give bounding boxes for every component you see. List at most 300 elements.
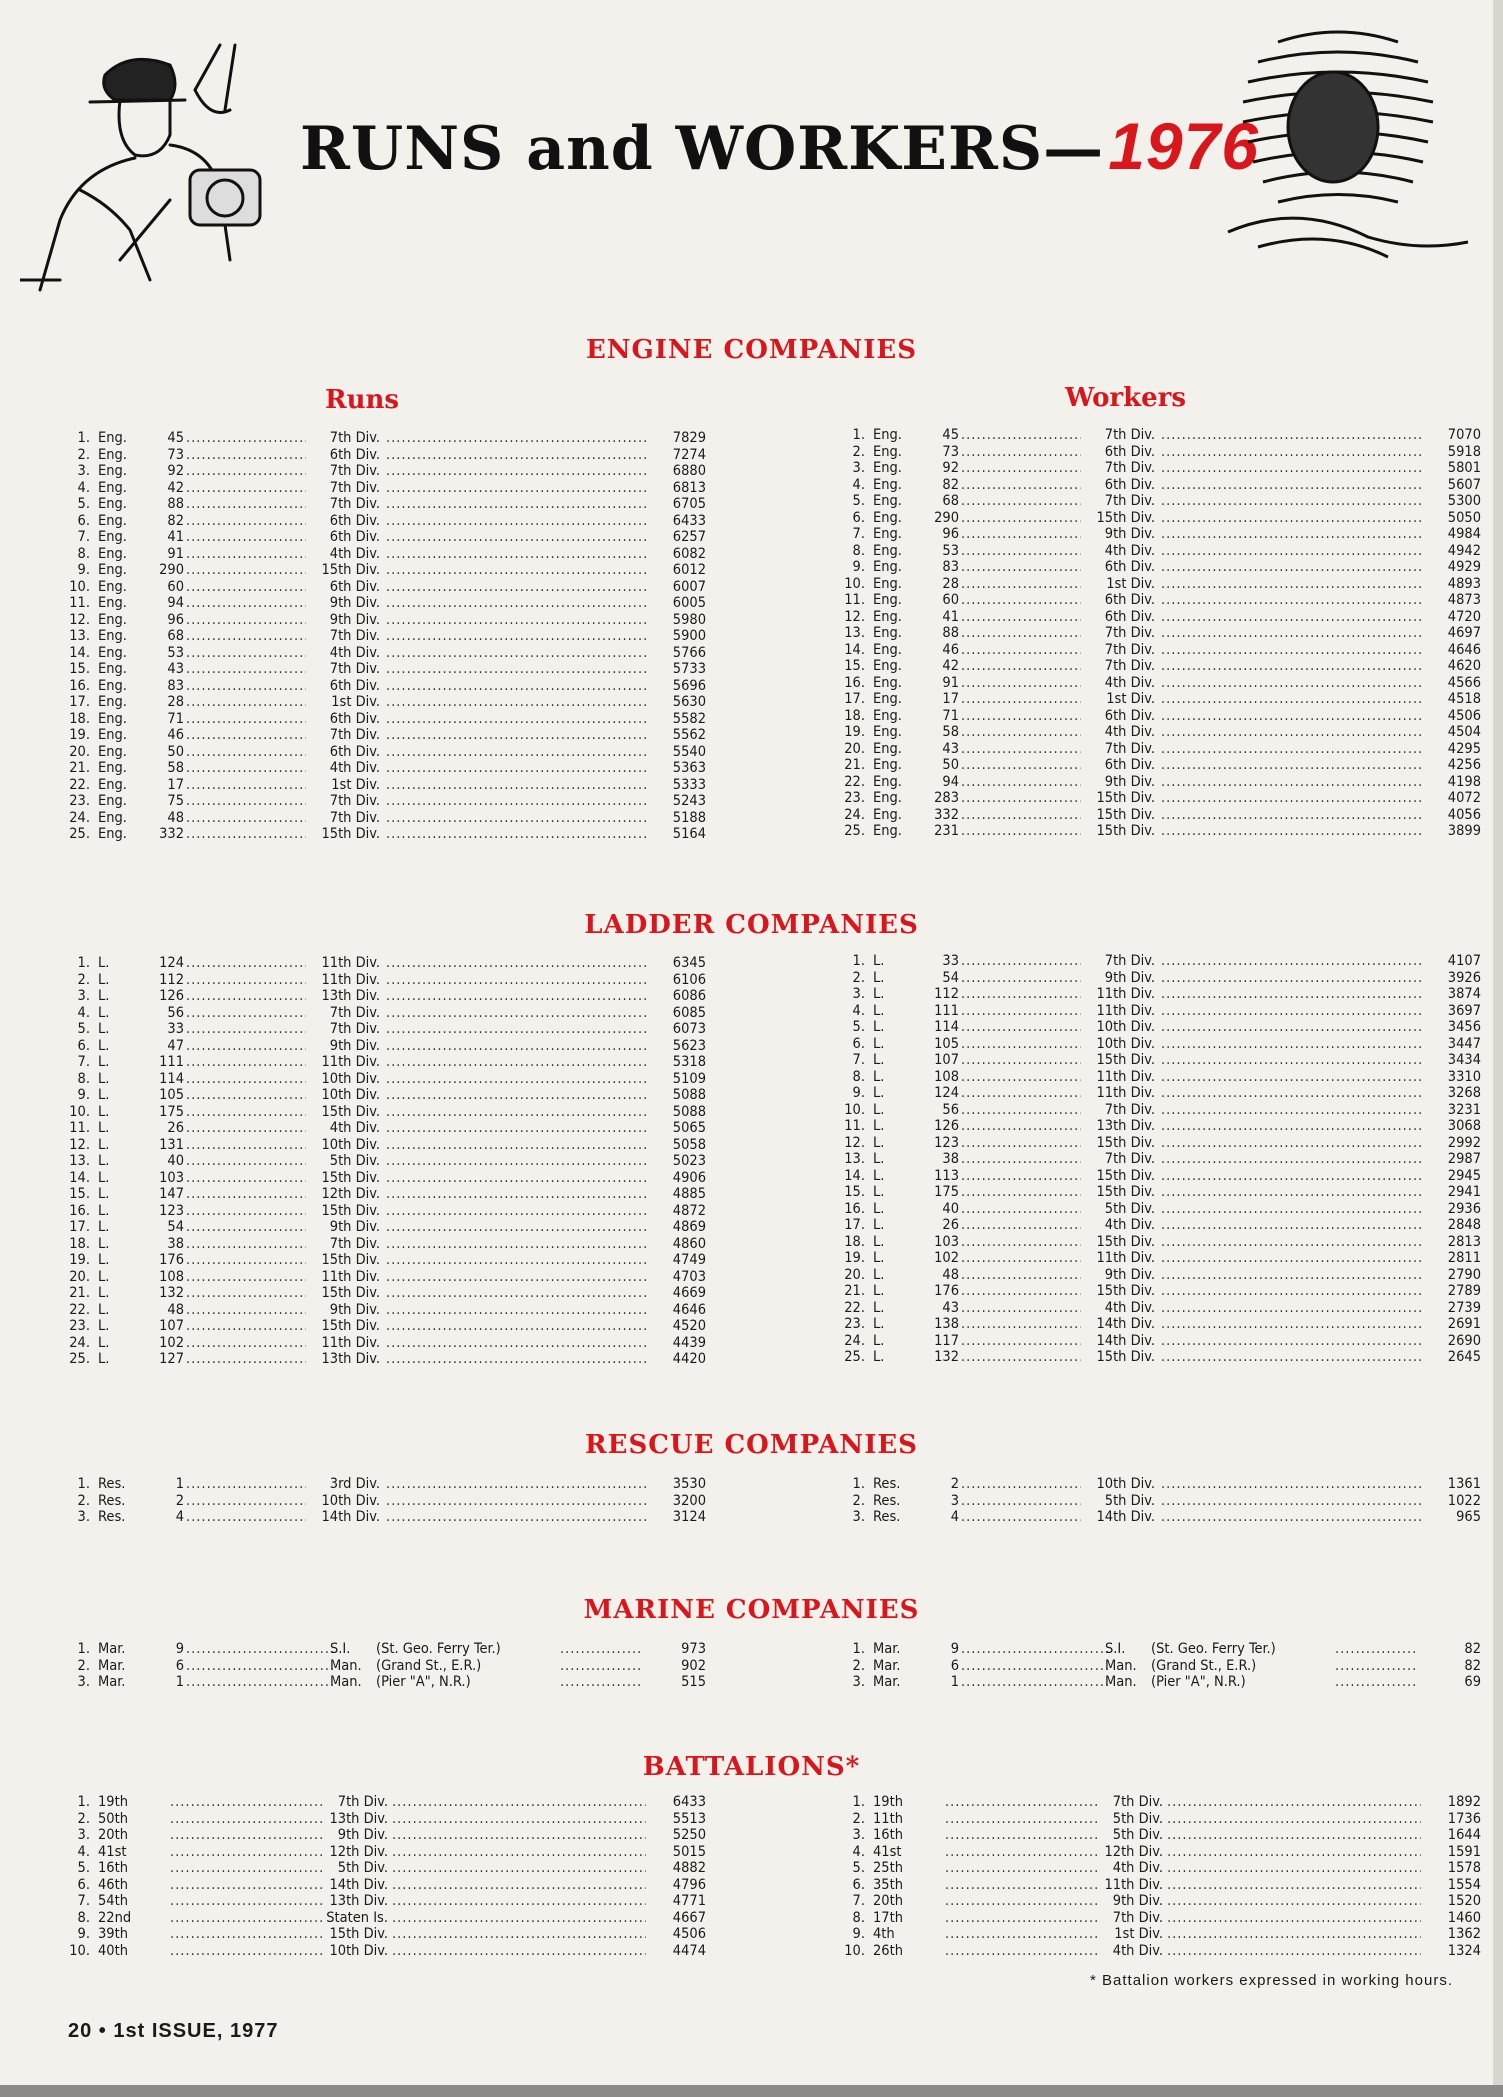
count-value: 5980	[672, 611, 706, 628]
table-row	[835, 1876, 1481, 1894]
rank: 17.	[844, 1217, 865, 1233]
battalion-number: 11th	[873, 1810, 903, 1827]
leader-dots	[386, 727, 646, 744]
unit-type: L.	[873, 1233, 885, 1250]
division: 6th Div.	[1104, 707, 1155, 724]
leader-dots	[961, 953, 1081, 970]
division: 7th Div.	[1104, 427, 1155, 443]
leader-dots	[386, 562, 646, 579]
leader-dots	[386, 988, 646, 1005]
borough: S.I.	[1105, 1641, 1126, 1657]
unit-number: 82	[167, 512, 184, 529]
division: 6th Div.	[1104, 559, 1155, 575]
rank: 14.	[69, 644, 90, 661]
table-row	[835, 427, 1481, 444]
leader-dots	[1161, 675, 1421, 692]
count-value: 1736	[1447, 1810, 1481, 1827]
unit-number: 33	[167, 1021, 184, 1037]
leader-dots	[1161, 741, 1421, 758]
unit-number: 26	[167, 1120, 184, 1136]
division: 13th Div.	[329, 1893, 388, 1909]
leader-dots	[961, 526, 1081, 543]
leader-dots	[945, 1893, 1100, 1910]
leader-dots	[186, 1104, 306, 1121]
table-row	[60, 727, 706, 744]
leader-dots	[392, 1811, 646, 1828]
rank: 25.	[844, 823, 865, 839]
leader-dots	[1161, 493, 1421, 510]
division: 15th Div.	[1096, 823, 1155, 839]
count-value: 69	[1464, 1674, 1481, 1690]
leader-dots	[386, 447, 646, 464]
table-row	[60, 529, 706, 546]
leader-dots	[1167, 1910, 1421, 1927]
unit-number: 147	[159, 1186, 184, 1202]
leader-dots	[386, 1054, 646, 1071]
leader-dots	[1161, 1085, 1421, 1102]
battalion-number: 50th	[98, 1810, 128, 1827]
leader-dots	[961, 1135, 1081, 1152]
rank: 10.	[844, 1942, 865, 1959]
rank: 8.	[77, 1909, 90, 1926]
leader-dots	[560, 1674, 640, 1691]
count-value: 1892	[1447, 1794, 1481, 1810]
table-row	[60, 1351, 706, 1368]
table-row	[835, 1657, 1481, 1675]
rank: 7.	[77, 1893, 90, 1909]
unit-type: Eng.	[873, 542, 902, 559]
division: 9th Div.	[329, 1301, 380, 1318]
leader-dots	[1161, 757, 1421, 774]
table-row	[835, 1827, 1481, 1844]
unit-number: 43	[942, 1299, 959, 1316]
leader-dots	[1161, 559, 1421, 576]
division: 14th Div.	[1096, 1332, 1155, 1349]
leader-dots	[1161, 609, 1421, 626]
borough: S.I.	[330, 1641, 351, 1657]
leader-dots	[186, 1493, 306, 1510]
unit-type: L.	[873, 1068, 885, 1085]
unit-type: Eng.	[98, 826, 127, 842]
division: 15th Div.	[321, 1202, 380, 1219]
leader-dots	[386, 955, 646, 972]
division: 15th Div.	[321, 1103, 380, 1120]
leader-dots	[1167, 1860, 1421, 1877]
battalions-section-title: BATTALIONS*	[642, 1752, 861, 1782]
division: 10th Div.	[1096, 1476, 1155, 1492]
table-row	[60, 1004, 706, 1022]
division: 4th Div.	[1104, 1217, 1155, 1233]
unit-number: 47	[167, 1037, 184, 1054]
leader-dots	[186, 1087, 306, 1104]
table-row	[835, 1200, 1481, 1218]
count-value: 4506	[672, 1926, 706, 1942]
rank: 11.	[69, 1120, 90, 1136]
unit-type: Eng.	[98, 545, 127, 562]
count-value: 6082	[672, 545, 706, 562]
leader-dots	[1167, 1794, 1421, 1811]
count-value: 5015	[672, 1843, 706, 1860]
division: 4th Div.	[329, 760, 380, 776]
division: 6th Div.	[1104, 443, 1155, 460]
rank: 2.	[852, 1657, 865, 1674]
unit-type: Res.	[98, 1509, 126, 1525]
runs-label: Runs	[325, 385, 400, 415]
rank: 23.	[844, 790, 865, 806]
unit-type: Eng.	[98, 809, 127, 826]
unit-number: 40	[942, 1200, 959, 1217]
unit-type: L.	[873, 1184, 885, 1200]
leader-dots	[961, 1493, 1081, 1510]
division: 5th Div.	[1104, 1492, 1155, 1509]
count-value: 5733	[672, 661, 706, 677]
division: 9th Div.	[1104, 969, 1155, 986]
rank: 4.	[77, 1004, 90, 1021]
leader-dots	[961, 691, 1081, 708]
division: 6th Div.	[329, 677, 380, 694]
count-value: 2813	[1447, 1233, 1481, 1250]
unit-type: Eng.	[98, 430, 127, 446]
unit-number: 60	[942, 592, 959, 608]
unit-type: Res.	[98, 1492, 126, 1509]
unit-type: Eng.	[873, 509, 902, 526]
division: 10th Div.	[329, 1942, 388, 1959]
location: (Grand St., E.R.)	[1151, 1657, 1257, 1674]
division: 11th Div.	[1096, 1250, 1155, 1266]
leader-dots	[386, 1318, 646, 1335]
unit-number: 126	[159, 988, 184, 1004]
rank: 6.	[77, 512, 90, 529]
rank: 23.	[69, 793, 90, 809]
count-value: 4520	[672, 1318, 706, 1334]
division: 11th Div.	[1096, 986, 1155, 1002]
count-value: 5065	[672, 1120, 706, 1136]
division: 7th Div.	[1104, 658, 1155, 674]
rank: 1.	[77, 955, 90, 971]
unit-type: Mar.	[98, 1674, 126, 1690]
division: 7th Div.	[329, 1004, 380, 1021]
count-value: 6012	[672, 562, 706, 578]
unit-number: 94	[167, 595, 184, 611]
division: 6th Div.	[1104, 476, 1155, 493]
unit-number: 92	[942, 460, 959, 476]
unit-type: L.	[98, 1334, 110, 1351]
unit-type: L.	[98, 988, 110, 1004]
table-row	[835, 1509, 1481, 1526]
unit-number: 114	[159, 1070, 184, 1087]
count-value: 2941	[1447, 1184, 1481, 1200]
rank: 22.	[69, 1301, 90, 1318]
division: 13th Div.	[321, 1351, 380, 1367]
division: 3rd Div.	[329, 1476, 380, 1492]
table-row	[60, 1827, 706, 1844]
count-value: 6433	[672, 512, 706, 529]
rank: 17.	[69, 1219, 90, 1235]
division: 12th Div.	[1104, 1843, 1163, 1860]
count-value: 5023	[672, 1153, 706, 1169]
table-row	[835, 1068, 1481, 1086]
rank: 1.	[77, 1476, 90, 1492]
table-row	[835, 1641, 1481, 1658]
unit-number: 103	[159, 1169, 184, 1186]
table-row	[60, 1509, 706, 1526]
division: 9th Div.	[329, 595, 380, 611]
leader-dots	[961, 1250, 1081, 1267]
count-value: 3899	[1447, 823, 1481, 839]
rank: 18.	[69, 1235, 90, 1252]
leader-dots	[945, 1827, 1100, 1844]
leader-dots	[386, 1071, 646, 1088]
unit-type: Eng.	[873, 476, 902, 493]
battalion-number: 19th	[98, 1794, 128, 1810]
unit-number: 94	[942, 773, 959, 790]
unit-type: Eng.	[98, 694, 127, 710]
leader-dots	[170, 1860, 325, 1877]
table-row	[835, 1860, 1481, 1877]
count-value: 4984	[1447, 526, 1481, 542]
rank: 19.	[69, 1252, 90, 1268]
count-value: 1324	[1447, 1942, 1481, 1959]
leader-dots	[1161, 1003, 1421, 1020]
leader-dots	[961, 625, 1081, 642]
unit-type: L.	[873, 1349, 885, 1365]
division: 7th Div.	[337, 1794, 388, 1810]
leader-dots	[386, 1335, 646, 1352]
division: 10th Div.	[321, 1492, 380, 1509]
count-value: 4885	[672, 1186, 706, 1202]
count-value: 2645	[1447, 1349, 1481, 1365]
unit-type: Mar.	[873, 1674, 901, 1690]
count-value: 4198	[1447, 773, 1481, 790]
rank: 4.	[852, 1002, 865, 1019]
division: 11th Div.	[321, 955, 380, 971]
table-row	[60, 562, 706, 579]
division: 7th Div.	[1104, 460, 1155, 476]
leader-dots	[961, 576, 1081, 593]
leader-dots	[186, 793, 306, 810]
count-value: 4796	[672, 1876, 706, 1893]
division: 9th Div.	[337, 1827, 388, 1843]
ladder-runs-list	[60, 955, 706, 1368]
battalion-footnote: * Battalion workers expressed in working hours.	[1090, 1972, 1453, 1989]
rank: 11.	[844, 592, 865, 608]
table-row	[835, 509, 1481, 527]
table-row	[835, 1002, 1481, 1020]
leader-dots	[1161, 1300, 1421, 1317]
rank: 9.	[852, 559, 865, 575]
rank: 1.	[77, 1794, 90, 1810]
leader-dots	[945, 1794, 1100, 1811]
table-row	[60, 710, 706, 728]
leader-dots	[1335, 1674, 1415, 1691]
table-row	[835, 1926, 1481, 1943]
table-row	[835, 691, 1481, 708]
rank: 20.	[844, 740, 865, 757]
leader-dots	[961, 1217, 1081, 1234]
unit-number: 28	[942, 575, 959, 592]
battalion-number: 40th	[98, 1942, 128, 1959]
leader-dots	[961, 1283, 1081, 1300]
rank: 9.	[77, 1926, 90, 1942]
division: 15th Div.	[329, 1926, 388, 1942]
rank: 25.	[69, 1351, 90, 1367]
count-value: 4771	[672, 1893, 706, 1909]
unit-type: Eng.	[98, 677, 127, 694]
leader-dots	[386, 595, 646, 612]
leader-dots	[392, 1893, 646, 1910]
unit-type: Eng.	[98, 644, 127, 661]
rank: 22.	[69, 776, 90, 793]
leader-dots	[386, 1252, 646, 1269]
battalions-section	[0, 1752, 1503, 2002]
table-row	[835, 757, 1481, 774]
leader-dots	[961, 757, 1081, 774]
rank: 18.	[844, 1233, 865, 1250]
leader-dots	[961, 477, 1081, 494]
division: 1st Div.	[1106, 691, 1155, 707]
count-value: 3268	[1447, 1085, 1481, 1101]
unit-type: L.	[873, 986, 885, 1002]
table-row	[60, 1285, 706, 1302]
table-row	[835, 1299, 1481, 1317]
rank: 16.	[844, 1200, 865, 1217]
rank: 9.	[77, 1087, 90, 1103]
rank: 5.	[852, 1019, 865, 1035]
leader-dots	[1161, 1493, 1421, 1510]
leader-dots	[186, 678, 306, 695]
leader-dots	[170, 1926, 325, 1943]
rank: 12.	[69, 1136, 90, 1153]
count-value: 6085	[672, 1004, 706, 1021]
leader-dots	[186, 727, 306, 744]
leader-dots	[1335, 1641, 1415, 1658]
division: 6th Div.	[329, 512, 380, 529]
unit-number: 127	[159, 1351, 184, 1367]
rank: 2.	[852, 1492, 865, 1509]
rank: 15.	[844, 658, 865, 674]
unit-number: 40	[167, 1153, 184, 1169]
unit-type: Res.	[873, 1509, 901, 1525]
page-footer: 20 • 1st ISSUE, 1977	[68, 2020, 279, 2042]
table-row	[835, 707, 1481, 725]
unit-number: 107	[159, 1318, 184, 1334]
leader-dots	[386, 546, 646, 563]
unit-number: 50	[167, 743, 184, 760]
table-row	[835, 1052, 1481, 1069]
unit-number: 58	[167, 760, 184, 776]
rank: 2.	[77, 971, 90, 988]
table-row	[60, 955, 706, 972]
unit-number: 131	[159, 1136, 184, 1153]
count-value: 5318	[672, 1054, 706, 1070]
battalion-number: 25th	[873, 1860, 903, 1876]
unit-number: 48	[167, 1301, 184, 1318]
rank: 10.	[844, 1101, 865, 1118]
leader-dots	[186, 711, 306, 728]
workers-label: Workers	[1065, 383, 1187, 413]
count-value: 4056	[1447, 806, 1481, 823]
table-row	[60, 809, 706, 827]
rank: 14.	[69, 1169, 90, 1186]
leader-dots	[1161, 774, 1421, 791]
count-value: 2789	[1447, 1283, 1481, 1299]
table-row	[60, 694, 706, 711]
unit-number: 107	[934, 1052, 959, 1068]
leader-dots	[186, 1137, 306, 1154]
division: 15th Div.	[321, 562, 380, 578]
battalion-number: 22nd	[98, 1909, 132, 1926]
table-row	[835, 969, 1481, 987]
rank: 6.	[77, 1037, 90, 1054]
leader-dots	[961, 675, 1081, 692]
leader-dots	[186, 430, 306, 447]
leader-dots	[186, 628, 306, 645]
count-value: 6880	[672, 463, 706, 479]
unit-number: 123	[159, 1202, 184, 1219]
count-value: 82	[1464, 1641, 1481, 1657]
unit-number: 123	[934, 1134, 959, 1151]
leader-dots	[186, 579, 306, 596]
leader-dots	[186, 1476, 306, 1493]
rank: 21.	[844, 757, 865, 773]
leader-dots	[1161, 510, 1421, 527]
unit-type: L.	[98, 1285, 110, 1301]
leader-dots	[386, 1219, 646, 1236]
table-row	[60, 1087, 706, 1104]
rank: 16.	[844, 674, 865, 691]
leader-dots	[186, 1318, 306, 1335]
unit-number: 88	[942, 625, 959, 641]
leader-dots	[186, 1203, 306, 1220]
division: 14th Div.	[321, 1509, 380, 1525]
table-row	[835, 1893, 1481, 1910]
unit-type: L.	[873, 1151, 885, 1167]
division: 4th Div.	[1112, 1942, 1163, 1959]
division: 4th Div.	[329, 545, 380, 562]
firefighter-illustration	[20, 30, 320, 300]
division: 5th Div.	[1112, 1827, 1163, 1843]
leader-dots	[386, 529, 646, 546]
borough: Man.	[1105, 1657, 1137, 1674]
unit-number: 6	[950, 1657, 959, 1674]
division: 6th Div.	[1104, 592, 1155, 608]
unit-type: Eng.	[98, 743, 127, 760]
leader-dots	[386, 678, 646, 695]
division: Staten Is.	[326, 1909, 388, 1926]
count-value: 4072	[1447, 790, 1481, 806]
leader-dots	[945, 1877, 1100, 1894]
battalion-number: 16th	[873, 1827, 903, 1843]
leader-dots	[392, 1910, 646, 1927]
leader-dots	[386, 972, 646, 989]
rank: 23.	[69, 1318, 90, 1334]
unit-number: 108	[159, 1268, 184, 1285]
unit-number: 91	[167, 545, 184, 562]
rank: 19.	[69, 727, 90, 743]
count-value: 4256	[1447, 757, 1481, 773]
table-row	[835, 1151, 1481, 1168]
unit-type: L.	[873, 953, 885, 969]
unit-type: Eng.	[98, 446, 127, 463]
leader-dots	[961, 1003, 1081, 1020]
table-row	[60, 1301, 706, 1319]
unit-type: L.	[873, 1118, 885, 1134]
division: 6th Div.	[329, 743, 380, 760]
count-value: 3697	[1447, 1002, 1481, 1019]
leader-dots	[945, 1811, 1100, 1828]
unit-number: 3	[950, 1492, 959, 1509]
leader-dots	[945, 1860, 1100, 1877]
